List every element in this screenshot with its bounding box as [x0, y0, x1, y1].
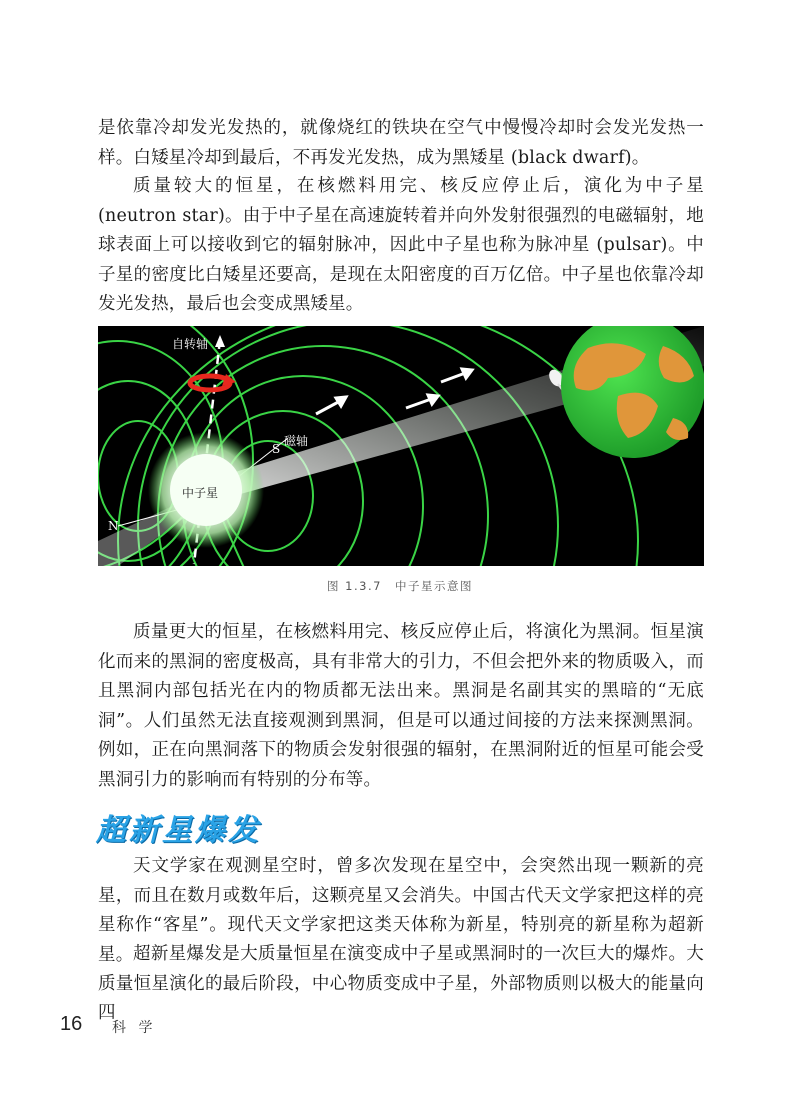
page-number: 16: [60, 1013, 83, 1035]
neutron-star-label: 中子星: [182, 486, 219, 500]
section-title: 超新星爆发: [96, 813, 261, 848]
paragraph-guest-star: 天文学家在观测星空时，曾多次发现在星空中，会突然出现一颗新的亮星，而且在数月或数年后，这颗亮星又会消失。中国古代天文学家把这样的亮星称作“客星”。现代天文学家把这类天体称为新星，特别亮的新星称为超新星。: [98, 856, 704, 965]
neutron-star-figure: [98, 326, 704, 566]
south-pole-label: S: [272, 442, 281, 456]
paragraph-black-hole: 质量更大的恒星，在核燃料用完、核反应停止后，将演化为黑洞。恒星演化而来的黑洞的密度极高，具有非常大的引力，不但会把外来的物质吸入，而且黑洞内部包括光在内的物质都无法出来。黑洞是名副其实的黑暗的“无底洞”。人们虽然无法直接观测到黑洞，但是可以通过间接的方法来探测黑洞。例如，正在向黑洞落下的物质会发射很强的辐射，在黑洞附近的恒星可能会受黑洞引力的影响而有特别的分布等。: [98, 622, 704, 790]
north-pole-label: N: [108, 519, 119, 533]
paragraph-supernova: 超新星爆发是大质量恒星在演变成中子星或黑洞时的一次巨大的爆炸。大质量恒星演化的最后阶段，中心物质变成中子星，外部物质则以极大的能量向四: [98, 944, 704, 1023]
figure-caption: 图 1.3.7 中子星示意图: [327, 579, 473, 593]
paragraph-neutron-star: 质量较大的恒星，在核燃料用完、核反应停止后，演化为中子星 (neutron star)。由于中子星在高速旋转着并向外发射很强烈的电磁辐射，地球表面上可以接收到它的辐射脉冲，因此中子星也称为脉冲星 (pulsar)。中子星的密度比白矮星还要高，是现在太阳密度的百万亿倍。中子星也依靠冷却发光发热，最后也会变成黑矮星。: [98, 176, 704, 314]
rotation-axis-arrow-icon: [215, 335, 225, 347]
paragraph-white-dwarf-end: 是依靠冷却发光发热的，就像烧红的铁块在空气中慢慢冷却时会发光发热一样。白矮星冷却到最后，不再发光发热，成为黑矮星 (black dwarf)。: [98, 118, 704, 168]
magnetic-axis-label: 磁轴: [284, 434, 309, 448]
earth-illustration: [561, 326, 704, 458]
rotation-axis-label: 自转轴: [172, 337, 209, 351]
neutron-star-illustration: [98, 326, 704, 566]
subject-label: 科 学: [112, 1020, 157, 1036]
